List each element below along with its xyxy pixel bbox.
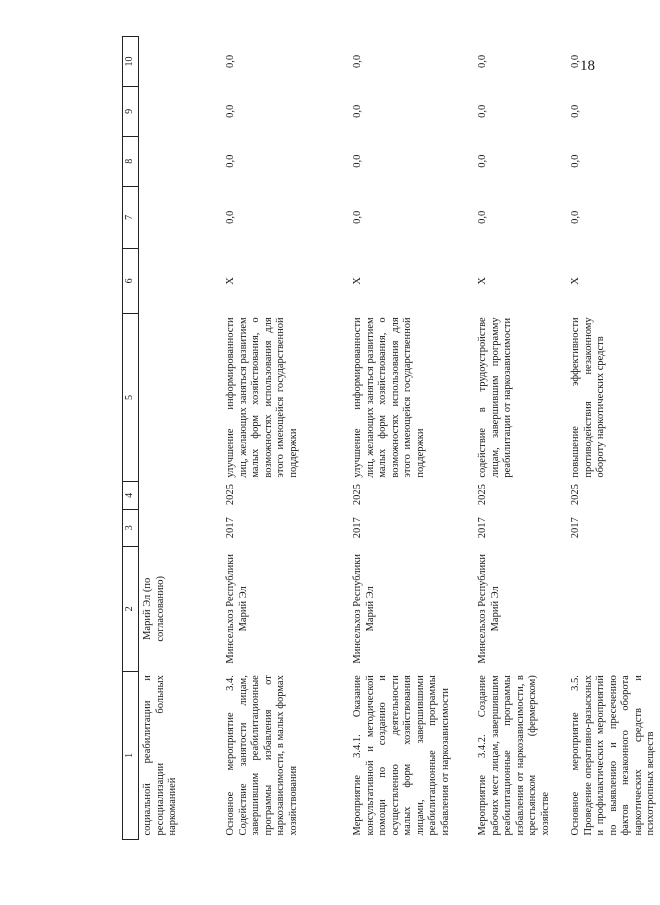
value-cell: 0,0: [570, 154, 581, 168]
indicator-cell: Х: [225, 277, 236, 285]
table-row: [222, 37, 349, 840]
measure-name-cell: Мероприятие 3.4.2. Создание рабочих мест лицам, завершившим реабилитационные программы избавления от наркозависимости, в крестьянском (фермерском) хозяйстве: [477, 675, 551, 836]
value-cell: [139, 186, 223, 248]
end-year-cell: 2025: [477, 484, 488, 506]
value-cell: 0,0: [570, 210, 581, 224]
measure-name-cell: Мероприятие 3.4.1. Оказание консультативной и методической помощи по созданию и осуществлению деятельности малых форм хозяйствования лицами, завершившими реабилитационные программы избавления от наркозависимости: [352, 675, 451, 836]
value-cell: 0,0: [352, 54, 363, 69]
measure-name-cell: Основное мероприятие 3.5. Проведение оперативно-разыскных и профилактических мероприятий по выявлению и пресечению фактов незаконного оборота наркотических средств и психотропных веществ: [570, 675, 656, 836]
program-measures-table: [122, 36, 660, 840]
value-cell: 0,0: [352, 104, 363, 118]
indicator-cell: Х: [570, 277, 581, 285]
page-number: 18: [580, 58, 595, 74]
value-cell: 0,0: [225, 154, 236, 168]
value-cell: [139, 37, 223, 87]
expected-result-cell: [139, 313, 223, 481]
column-header: 5: [123, 313, 139, 481]
expected-result-cell: улучшение информированности лиц, желающих заняться развитием малых форм хозяйствования, о возможностях использования для этого имеющейся государственной поддержки: [225, 317, 299, 478]
value-cell: [139, 86, 223, 136]
value-cell: 0,0: [570, 54, 581, 69]
column-header: 10: [123, 37, 139, 87]
column-header: 2: [123, 546, 139, 671]
start-year-cell: 2017: [225, 517, 236, 539]
value-cell: 0,0: [477, 154, 488, 168]
executor-cell: Минсельхоз Республики Марий Эл: [225, 554, 249, 664]
value-cell: 0,0: [570, 104, 581, 118]
expected-result-cell: содействие в трудоустройстве лицам, завершившим программу реабилитации от наркозависимости: [477, 317, 513, 478]
column-header: 8: [123, 136, 139, 186]
end-year-cell: 2025: [570, 484, 581, 506]
value-cell: 0,0: [225, 210, 236, 224]
executor-cell: [567, 546, 660, 671]
table-row: [474, 37, 567, 840]
column-header: 6: [123, 249, 139, 314]
start-year-cell: 2017: [477, 517, 488, 539]
end-year-cell: [139, 482, 223, 509]
expected-result-cell: повышение эффективности противодействия незаконному обороту наркотических средств: [570, 317, 606, 478]
start-year-cell: 2017: [570, 517, 581, 539]
column-number-header: [123, 37, 139, 840]
executor-cell: Марий Эл (по согласованию): [142, 576, 166, 642]
start-year-cell: [139, 509, 223, 546]
indicator-cell: [139, 249, 223, 314]
value-cell: 0,0: [477, 210, 488, 224]
value-cell: 0,0: [225, 104, 236, 118]
measure-name-cell: социальной реабилитации и ресоциализации больных наркоманией: [142, 675, 178, 836]
indicator-cell: Х: [352, 277, 363, 285]
value-cell: 0,0: [225, 54, 236, 69]
column-header: 1: [123, 671, 139, 839]
indicator-cell: Х: [477, 277, 488, 285]
table-row: [567, 37, 660, 840]
rotated-table-container: [122, 36, 656, 840]
value-cell: 0,0: [352, 210, 363, 224]
expected-result-cell: улучшение информированности лиц, желающих заняться развитием малых форм хозяйствования, о возможностях использования для этого имеющейся государственной поддержки: [352, 317, 426, 478]
executor-cell: Минсельхоз Республики Марий Эл: [352, 554, 376, 664]
table-row: [349, 37, 474, 840]
value-cell: [139, 136, 223, 186]
executor-cell: Минсельхоз Республики Марий Эл: [477, 554, 501, 664]
column-header: 9: [123, 86, 139, 136]
start-year-cell: 2017: [352, 517, 363, 539]
value-cell: 0,0: [477, 54, 488, 69]
table-row: [139, 37, 223, 840]
value-cell: 0,0: [352, 154, 363, 168]
column-header: 7: [123, 186, 139, 248]
end-year-cell: 2025: [352, 484, 363, 506]
column-header: 4: [123, 482, 139, 509]
column-header: 3: [123, 509, 139, 546]
end-year-cell: 2025: [225, 484, 236, 506]
value-cell: 0,0: [477, 104, 488, 118]
measure-name-cell: Основное мероприятие 3.4. Содействие занятости лицам, завершившим реабилитационные программы избавления от наркозависимости, в малых формах хозяйствования: [225, 675, 299, 836]
